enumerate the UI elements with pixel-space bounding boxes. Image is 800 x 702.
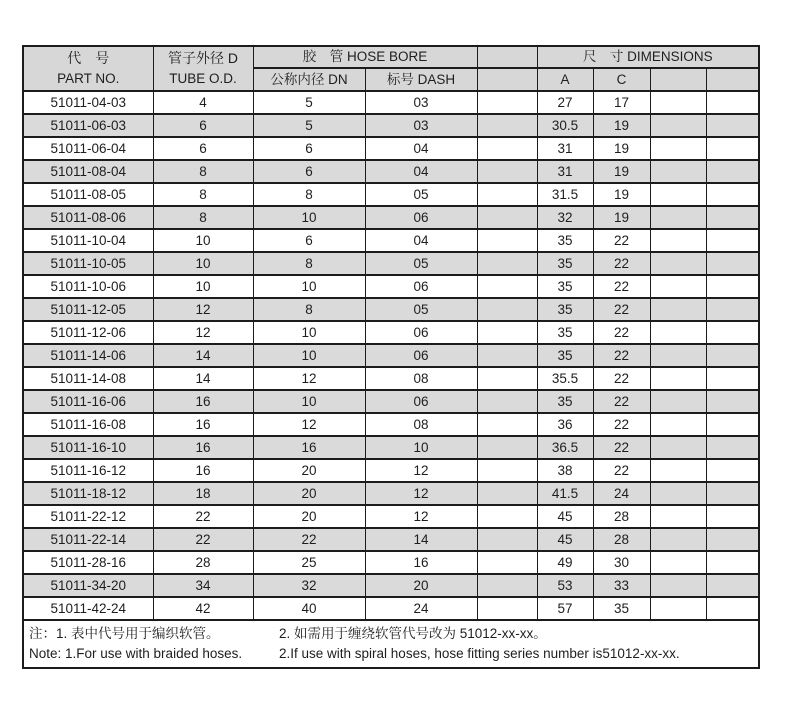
empty-cell <box>706 459 759 482</box>
header-row-1 <box>23 46 759 68</box>
cell-a: 31 <box>537 160 593 183</box>
empty-cell <box>706 137 759 160</box>
cell-dn: 20 <box>253 482 365 505</box>
cell-dash: 03 <box>365 114 477 137</box>
cell-tube-od: 4 <box>153 91 253 114</box>
cell-dash: 06 <box>365 390 477 413</box>
empty-cell <box>477 206 537 229</box>
cell-part-no: 51011-16-10 <box>23 436 153 459</box>
empty-cell <box>706 436 759 459</box>
cell-a: 31 <box>537 137 593 160</box>
cell-part-no: 51011-12-06 <box>23 321 153 344</box>
table-row <box>23 298 759 321</box>
header-empty-dim-1 <box>650 68 706 91</box>
cell-a: 35 <box>537 321 593 344</box>
empty-cell <box>477 91 537 114</box>
cell-dash: 10 <box>365 436 477 459</box>
cell-a: 35 <box>537 390 593 413</box>
table-row <box>23 91 759 114</box>
cell-a: 35.5 <box>537 367 593 390</box>
empty-cell <box>706 413 759 436</box>
table-row <box>23 252 759 275</box>
table-row <box>23 482 759 505</box>
table-row <box>23 436 759 459</box>
cell-tube-od: 10 <box>153 275 253 298</box>
cell-c: 19 <box>593 206 650 229</box>
cell-tube-od: 42 <box>153 597 253 620</box>
cell-dash: 05 <box>365 252 477 275</box>
empty-cell <box>650 298 706 321</box>
header-dim-c: C <box>593 68 650 91</box>
empty-cell <box>706 344 759 367</box>
empty-cell <box>477 137 537 160</box>
cell-dash: 05 <box>365 183 477 206</box>
cell-c: 35 <box>593 597 650 620</box>
cell-dash: 06 <box>365 321 477 344</box>
cell-tube-od: 14 <box>153 367 253 390</box>
cell-c: 19 <box>593 114 650 137</box>
empty-cell <box>477 229 537 252</box>
table-row <box>23 528 759 551</box>
cell-part-no: 51011-06-04 <box>23 137 153 160</box>
empty-cell <box>477 252 537 275</box>
cell-dn: 10 <box>253 321 365 344</box>
empty-cell <box>650 597 706 620</box>
table-row <box>23 114 759 137</box>
empty-cell <box>650 229 706 252</box>
header-empty-dim-2 <box>706 68 759 91</box>
empty-cell <box>706 91 759 114</box>
cell-part-no: 51011-16-06 <box>23 390 153 413</box>
empty-cell <box>650 160 706 183</box>
cell-c: 30 <box>593 551 650 574</box>
empty-cell <box>706 482 759 505</box>
cell-c: 19 <box>593 137 650 160</box>
empty-cell <box>477 574 537 597</box>
empty-cell <box>650 574 706 597</box>
empty-cell <box>650 206 706 229</box>
cell-tube-od: 22 <box>153 505 253 528</box>
cell-part-no: 51011-34-20 <box>23 574 153 597</box>
cell-a: 45 <box>537 528 593 551</box>
cell-a: 35 <box>537 344 593 367</box>
empty-cell <box>650 413 706 436</box>
cell-c: 24 <box>593 482 650 505</box>
cell-dn: 32 <box>253 574 365 597</box>
empty-cell <box>706 505 759 528</box>
empty-cell <box>650 482 706 505</box>
cell-a: 36 <box>537 413 593 436</box>
empty-cell <box>706 252 759 275</box>
cell-a: 41.5 <box>537 482 593 505</box>
cell-a: 35 <box>537 298 593 321</box>
cell-dn: 5 <box>253 91 365 114</box>
cell-dn: 8 <box>253 183 365 206</box>
empty-cell <box>477 160 537 183</box>
cell-part-no: 51011-08-04 <box>23 160 153 183</box>
cell-a: 35 <box>537 229 593 252</box>
empty-cell <box>650 436 706 459</box>
cell-c: 22 <box>593 413 650 436</box>
header-part-no <box>23 46 153 91</box>
cell-dash: 04 <box>365 137 477 160</box>
cell-part-no: 51011-42-24 <box>23 597 153 620</box>
cell-dash: 12 <box>365 482 477 505</box>
header-dash: 标号 DASH <box>365 68 477 91</box>
cell-dash: 16 <box>365 551 477 574</box>
table-body <box>23 91 759 620</box>
cell-part-no: 51011-12-05 <box>23 298 153 321</box>
cell-dash: 08 <box>365 367 477 390</box>
empty-cell <box>650 367 706 390</box>
table-row <box>23 597 759 620</box>
note-cn-2: 2. 如需用于缠绕软管代号改为 51012-xx-xx。 <box>279 626 547 641</box>
cell-dn: 25 <box>253 551 365 574</box>
table-row <box>23 390 759 413</box>
empty-cell <box>477 321 537 344</box>
empty-cell <box>706 551 759 574</box>
table-row <box>23 160 759 183</box>
empty-cell <box>477 390 537 413</box>
cell-tube-od: 8 <box>153 183 253 206</box>
cell-dn: 5 <box>253 114 365 137</box>
empty-cell <box>650 505 706 528</box>
table-row <box>23 551 759 574</box>
cell-c: 22 <box>593 367 650 390</box>
cell-tube-od: 10 <box>153 252 253 275</box>
cell-dn: 22 <box>253 528 365 551</box>
empty-cell <box>706 597 759 620</box>
cell-part-no: 51011-18-12 <box>23 482 153 505</box>
cell-tube-od: 34 <box>153 574 253 597</box>
cell-dash: 20 <box>365 574 477 597</box>
note-en-2: 2.If use with spiral hoses, hose fitting series number is51012-xx-xx. <box>279 646 680 661</box>
empty-cell <box>706 390 759 413</box>
cell-dn: 6 <box>253 229 365 252</box>
cell-c: 22 <box>593 229 650 252</box>
note-line-en <box>29 644 753 664</box>
cell-part-no: 51011-22-14 <box>23 528 153 551</box>
empty-cell <box>477 505 537 528</box>
cell-a: 32 <box>537 206 593 229</box>
cell-dn: 6 <box>253 160 365 183</box>
empty-cell <box>650 321 706 344</box>
empty-cell <box>650 551 706 574</box>
empty-cell <box>477 298 537 321</box>
cell-c: 22 <box>593 298 650 321</box>
table-row <box>23 275 759 298</box>
cell-part-no: 51011-10-05 <box>23 252 153 275</box>
cell-tube-od: 22 <box>153 528 253 551</box>
empty-cell <box>706 160 759 183</box>
cell-a: 36.5 <box>537 436 593 459</box>
cell-part-no: 51011-10-04 <box>23 229 153 252</box>
cell-dn: 16 <box>253 436 365 459</box>
cell-c: 22 <box>593 436 650 459</box>
empty-cell <box>477 528 537 551</box>
empty-cell <box>650 459 706 482</box>
cell-dash: 05 <box>365 298 477 321</box>
cell-dash: 12 <box>365 459 477 482</box>
cell-dash: 04 <box>365 229 477 252</box>
cell-tube-od: 16 <box>153 436 253 459</box>
header-part-no-en: PART NO. <box>57 71 120 86</box>
cell-c: 33 <box>593 574 650 597</box>
empty-cell <box>706 528 759 551</box>
empty-cell <box>650 252 706 275</box>
cell-part-no: 51011-16-12 <box>23 459 153 482</box>
cell-dn: 12 <box>253 367 365 390</box>
cell-part-no: 51011-10-06 <box>23 275 153 298</box>
cell-a: 30.5 <box>537 114 593 137</box>
empty-cell <box>706 114 759 137</box>
cell-part-no: 51011-16-08 <box>23 413 153 436</box>
table-row <box>23 505 759 528</box>
cell-dn: 20 <box>253 459 365 482</box>
header-empty-spacer-bottom <box>477 68 537 91</box>
empty-cell <box>650 528 706 551</box>
table-row <box>23 229 759 252</box>
empty-cell <box>706 229 759 252</box>
header-tube-od-en: TUBE O.D. <box>169 71 237 86</box>
header-group-hose-bore: 胶 管 HOSE BORE <box>253 46 477 68</box>
hose-fitting-spec-table <box>22 45 760 669</box>
cell-part-no: 51011-08-06 <box>23 206 153 229</box>
cell-tube-od: 18 <box>153 482 253 505</box>
cell-a: 53 <box>537 574 593 597</box>
cell-tube-od: 14 <box>153 344 253 367</box>
notes-cell <box>23 620 759 668</box>
empty-cell <box>477 367 537 390</box>
empty-cell <box>477 482 537 505</box>
table-row <box>23 413 759 436</box>
cell-part-no: 51011-14-06 <box>23 344 153 367</box>
cell-dn: 10 <box>253 344 365 367</box>
cell-c: 19 <box>593 160 650 183</box>
cell-c: 17 <box>593 91 650 114</box>
cell-c: 22 <box>593 321 650 344</box>
header-dim-a: A <box>537 68 593 91</box>
empty-cell <box>706 574 759 597</box>
empty-cell <box>477 183 537 206</box>
empty-cell <box>477 114 537 137</box>
empty-cell <box>650 137 706 160</box>
header-group-dimensions: 尺 寸 DIMENSIONS <box>537 46 759 68</box>
table-footer <box>23 620 759 668</box>
table-row <box>23 574 759 597</box>
header-part-no-cn: 代 号 <box>67 50 110 66</box>
empty-cell <box>650 183 706 206</box>
cell-dn: 20 <box>253 505 365 528</box>
cell-tube-od: 8 <box>153 206 253 229</box>
table-row <box>23 137 759 160</box>
cell-dn: 12 <box>253 413 365 436</box>
cell-part-no: 51011-28-16 <box>23 551 153 574</box>
empty-cell <box>706 367 759 390</box>
cell-a: 57 <box>537 597 593 620</box>
cell-tube-od: 12 <box>153 321 253 344</box>
empty-cell <box>650 114 706 137</box>
cell-dash: 14 <box>365 528 477 551</box>
empty-cell <box>650 91 706 114</box>
cell-tube-od: 6 <box>153 137 253 160</box>
cell-tube-od: 16 <box>153 459 253 482</box>
cell-a: 38 <box>537 459 593 482</box>
cell-dash: 06 <box>365 206 477 229</box>
table-row <box>23 206 759 229</box>
table-row <box>23 344 759 367</box>
empty-cell <box>477 344 537 367</box>
cell-dn: 8 <box>253 252 365 275</box>
cell-tube-od: 28 <box>153 551 253 574</box>
cell-dash: 04 <box>365 160 477 183</box>
table-row <box>23 459 759 482</box>
cell-c: 22 <box>593 459 650 482</box>
table-row <box>23 367 759 390</box>
cell-tube-od: 8 <box>153 160 253 183</box>
empty-cell <box>477 459 537 482</box>
empty-cell <box>477 275 537 298</box>
cell-c: 28 <box>593 528 650 551</box>
cell-dn: 6 <box>253 137 365 160</box>
cell-c: 19 <box>593 183 650 206</box>
cell-c: 22 <box>593 275 650 298</box>
table-row <box>23 183 759 206</box>
cell-dash: 06 <box>365 275 477 298</box>
cell-a: 35 <box>537 275 593 298</box>
cell-dn: 10 <box>253 390 365 413</box>
cell-dn: 40 <box>253 597 365 620</box>
cell-tube-od: 12 <box>153 298 253 321</box>
empty-cell <box>706 206 759 229</box>
header-dn: 公称内径 DN <box>253 68 365 91</box>
empty-cell <box>650 390 706 413</box>
cell-c: 22 <box>593 344 650 367</box>
cell-part-no: 51011-06-03 <box>23 114 153 137</box>
cell-a: 45 <box>537 505 593 528</box>
cell-dn: 10 <box>253 206 365 229</box>
empty-cell <box>477 597 537 620</box>
table-header <box>23 46 759 91</box>
empty-cell <box>706 275 759 298</box>
cell-dash: 03 <box>365 91 477 114</box>
note-en-1: Note: 1.For use with braided hoses. <box>29 646 243 661</box>
empty-cell <box>706 321 759 344</box>
header-empty-spacer-top <box>477 46 537 68</box>
cell-dash: 12 <box>365 505 477 528</box>
empty-cell <box>706 183 759 206</box>
cell-c: 22 <box>593 252 650 275</box>
note-cn-1: 注：1. 表中代号用于编织软管。 <box>29 626 220 641</box>
empty-cell <box>477 551 537 574</box>
cell-tube-od: 16 <box>153 390 253 413</box>
table-row <box>23 321 759 344</box>
cell-tube-od: 10 <box>153 229 253 252</box>
cell-a: 27 <box>537 91 593 114</box>
cell-c: 28 <box>593 505 650 528</box>
cell-part-no: 51011-08-05 <box>23 183 153 206</box>
header-tube-od-cn: 管子外径 D <box>168 50 238 66</box>
cell-dash: 06 <box>365 344 477 367</box>
header-tube-od <box>153 46 253 91</box>
cell-a: 35 <box>537 252 593 275</box>
cell-a: 49 <box>537 551 593 574</box>
cell-dn: 10 <box>253 275 365 298</box>
cell-part-no: 51011-04-03 <box>23 91 153 114</box>
empty-cell <box>477 413 537 436</box>
cell-part-no: 51011-22-12 <box>23 505 153 528</box>
notes-row <box>23 620 759 668</box>
cell-dash: 08 <box>365 413 477 436</box>
empty-cell <box>706 298 759 321</box>
empty-cell <box>650 275 706 298</box>
cell-a: 31.5 <box>537 183 593 206</box>
cell-tube-od: 6 <box>153 114 253 137</box>
cell-tube-od: 16 <box>153 413 253 436</box>
cell-part-no: 51011-14-08 <box>23 367 153 390</box>
note-line-cn <box>29 624 753 644</box>
empty-cell <box>477 436 537 459</box>
cell-dash: 24 <box>365 597 477 620</box>
cell-dn: 8 <box>253 298 365 321</box>
empty-cell <box>650 344 706 367</box>
cell-c: 22 <box>593 390 650 413</box>
